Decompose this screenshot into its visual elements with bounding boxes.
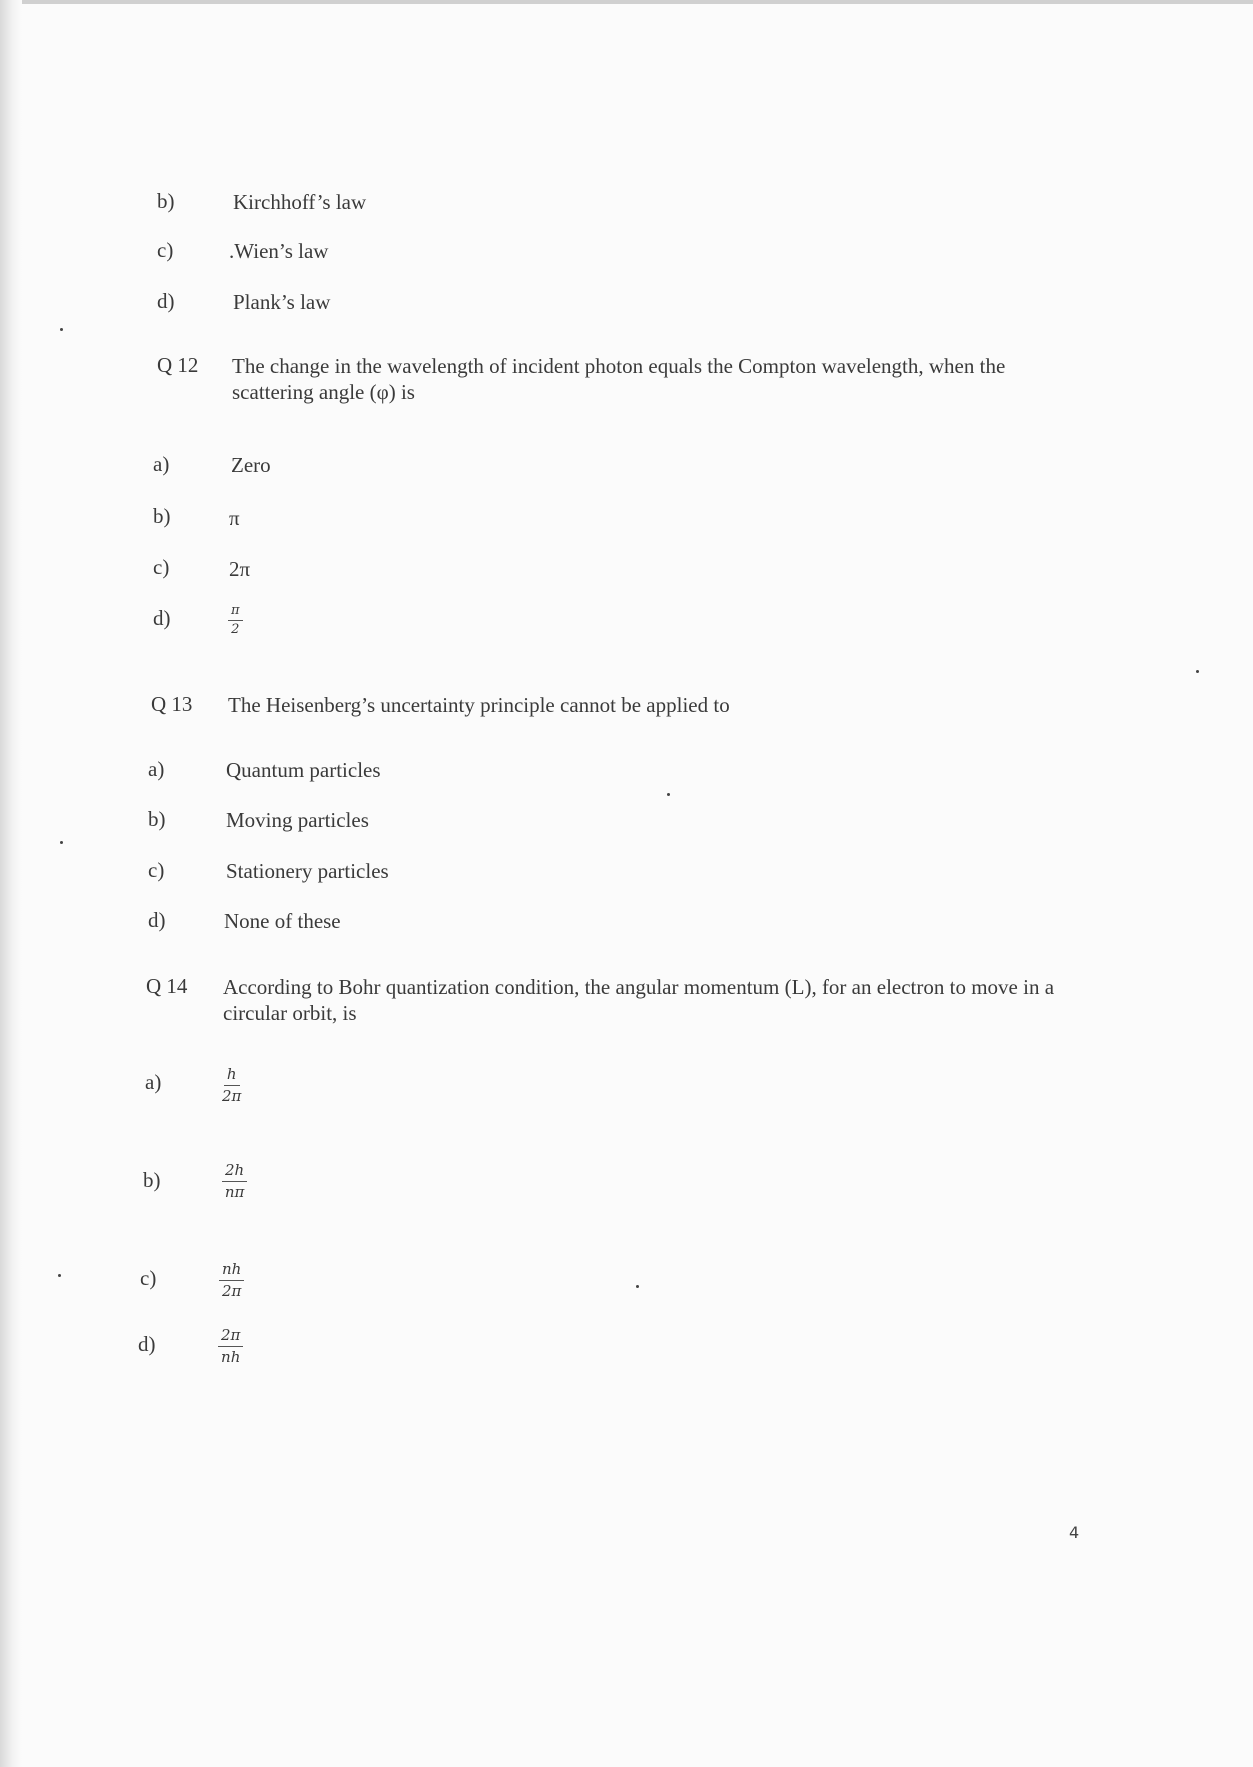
fraction-denominator: nh <box>221 1348 241 1366</box>
q13-number: Q 13 <box>151 692 193 716</box>
q13-option-c-label: c) <box>148 858 165 882</box>
q14-question-text: According to Bohr quantization condition, the angular momentum (L), for an electron to move in a circular orbit, is <box>223 975 1055 1025</box>
fraction-numerator: 2h <box>222 1162 247 1182</box>
q12-number: Q 12 <box>157 353 199 377</box>
q14-option-d-fraction <box>218 1327 243 1366</box>
q14-option-b-fraction <box>222 1162 247 1201</box>
q12-option-a-text: Zero <box>231 453 271 477</box>
q14-option-a-label: a) <box>145 1070 162 1094</box>
q14-option-d-label: d) <box>138 1332 156 1356</box>
q13-option-a-text: Quantum particles <box>226 758 381 782</box>
q13-option-b-label: b) <box>148 807 166 831</box>
scan-speck <box>636 1285 639 1288</box>
q14-option-c-fraction <box>219 1261 244 1300</box>
scan-speck <box>60 328 63 331</box>
q12-option-c-text: 2π <box>229 557 251 581</box>
fraction-denominator: 2 <box>231 622 240 637</box>
fraction-numerator: π <box>228 604 243 621</box>
page-number: 4 <box>1069 1523 1080 1542</box>
fraction-numerator: 2π <box>218 1327 243 1347</box>
q12-option-c-label: c) <box>153 555 170 579</box>
q13-option-c-text: Stationery particles <box>226 859 389 883</box>
fraction-denominator: 2π <box>222 1087 242 1105</box>
q11-option-d-label: d) <box>157 289 175 313</box>
scan-top-edge <box>0 0 1253 4</box>
q12-question-text: The change in the wavelength of incident photon equals the Compton wavelength, when the scattering angle (φ) is <box>232 354 1006 404</box>
scan-speck <box>60 841 63 844</box>
q14-number: Q 14 <box>146 974 188 998</box>
q13-option-d-text: None of these <box>224 909 341 933</box>
fraction-denominator: nπ <box>224 1183 245 1201</box>
scan-speck <box>667 793 670 796</box>
q11-option-b-text: Kirchhoff’s law <box>233 190 367 214</box>
q13-option-a-label: a) <box>148 757 165 781</box>
q11-option-b-label: b) <box>157 189 175 213</box>
q11-option-c-text: .Wien’s law <box>229 239 329 263</box>
q13-option-d-label: d) <box>148 908 166 932</box>
scan-speck <box>1196 670 1199 673</box>
q12-option-b-label: b) <box>153 504 171 528</box>
q14-option-b-label: b) <box>143 1168 161 1192</box>
q12-option-a-label: a) <box>153 452 170 476</box>
scan-left-edge <box>0 0 22 1767</box>
scan-speck <box>58 1274 61 1277</box>
fraction-numerator: nh <box>219 1261 244 1281</box>
q14-option-a-fraction <box>222 1066 241 1105</box>
q13-question-text: The Heisenberg’s uncertainty principle cannot be applied to <box>228 693 730 717</box>
fraction-denominator: 2π <box>221 1282 242 1300</box>
fraction-numerator: h <box>224 1066 240 1086</box>
q12-option-d-label: d) <box>153 606 171 630</box>
q14-option-c-label: c) <box>140 1266 157 1290</box>
q13-option-b-text: Moving particles <box>226 808 369 832</box>
q12-option-b-text: π <box>229 506 240 530</box>
q12-option-d-fraction <box>228 604 243 637</box>
q11-option-d-text: Plank’s law <box>233 290 331 314</box>
q11-option-c-label: c) <box>157 238 174 262</box>
